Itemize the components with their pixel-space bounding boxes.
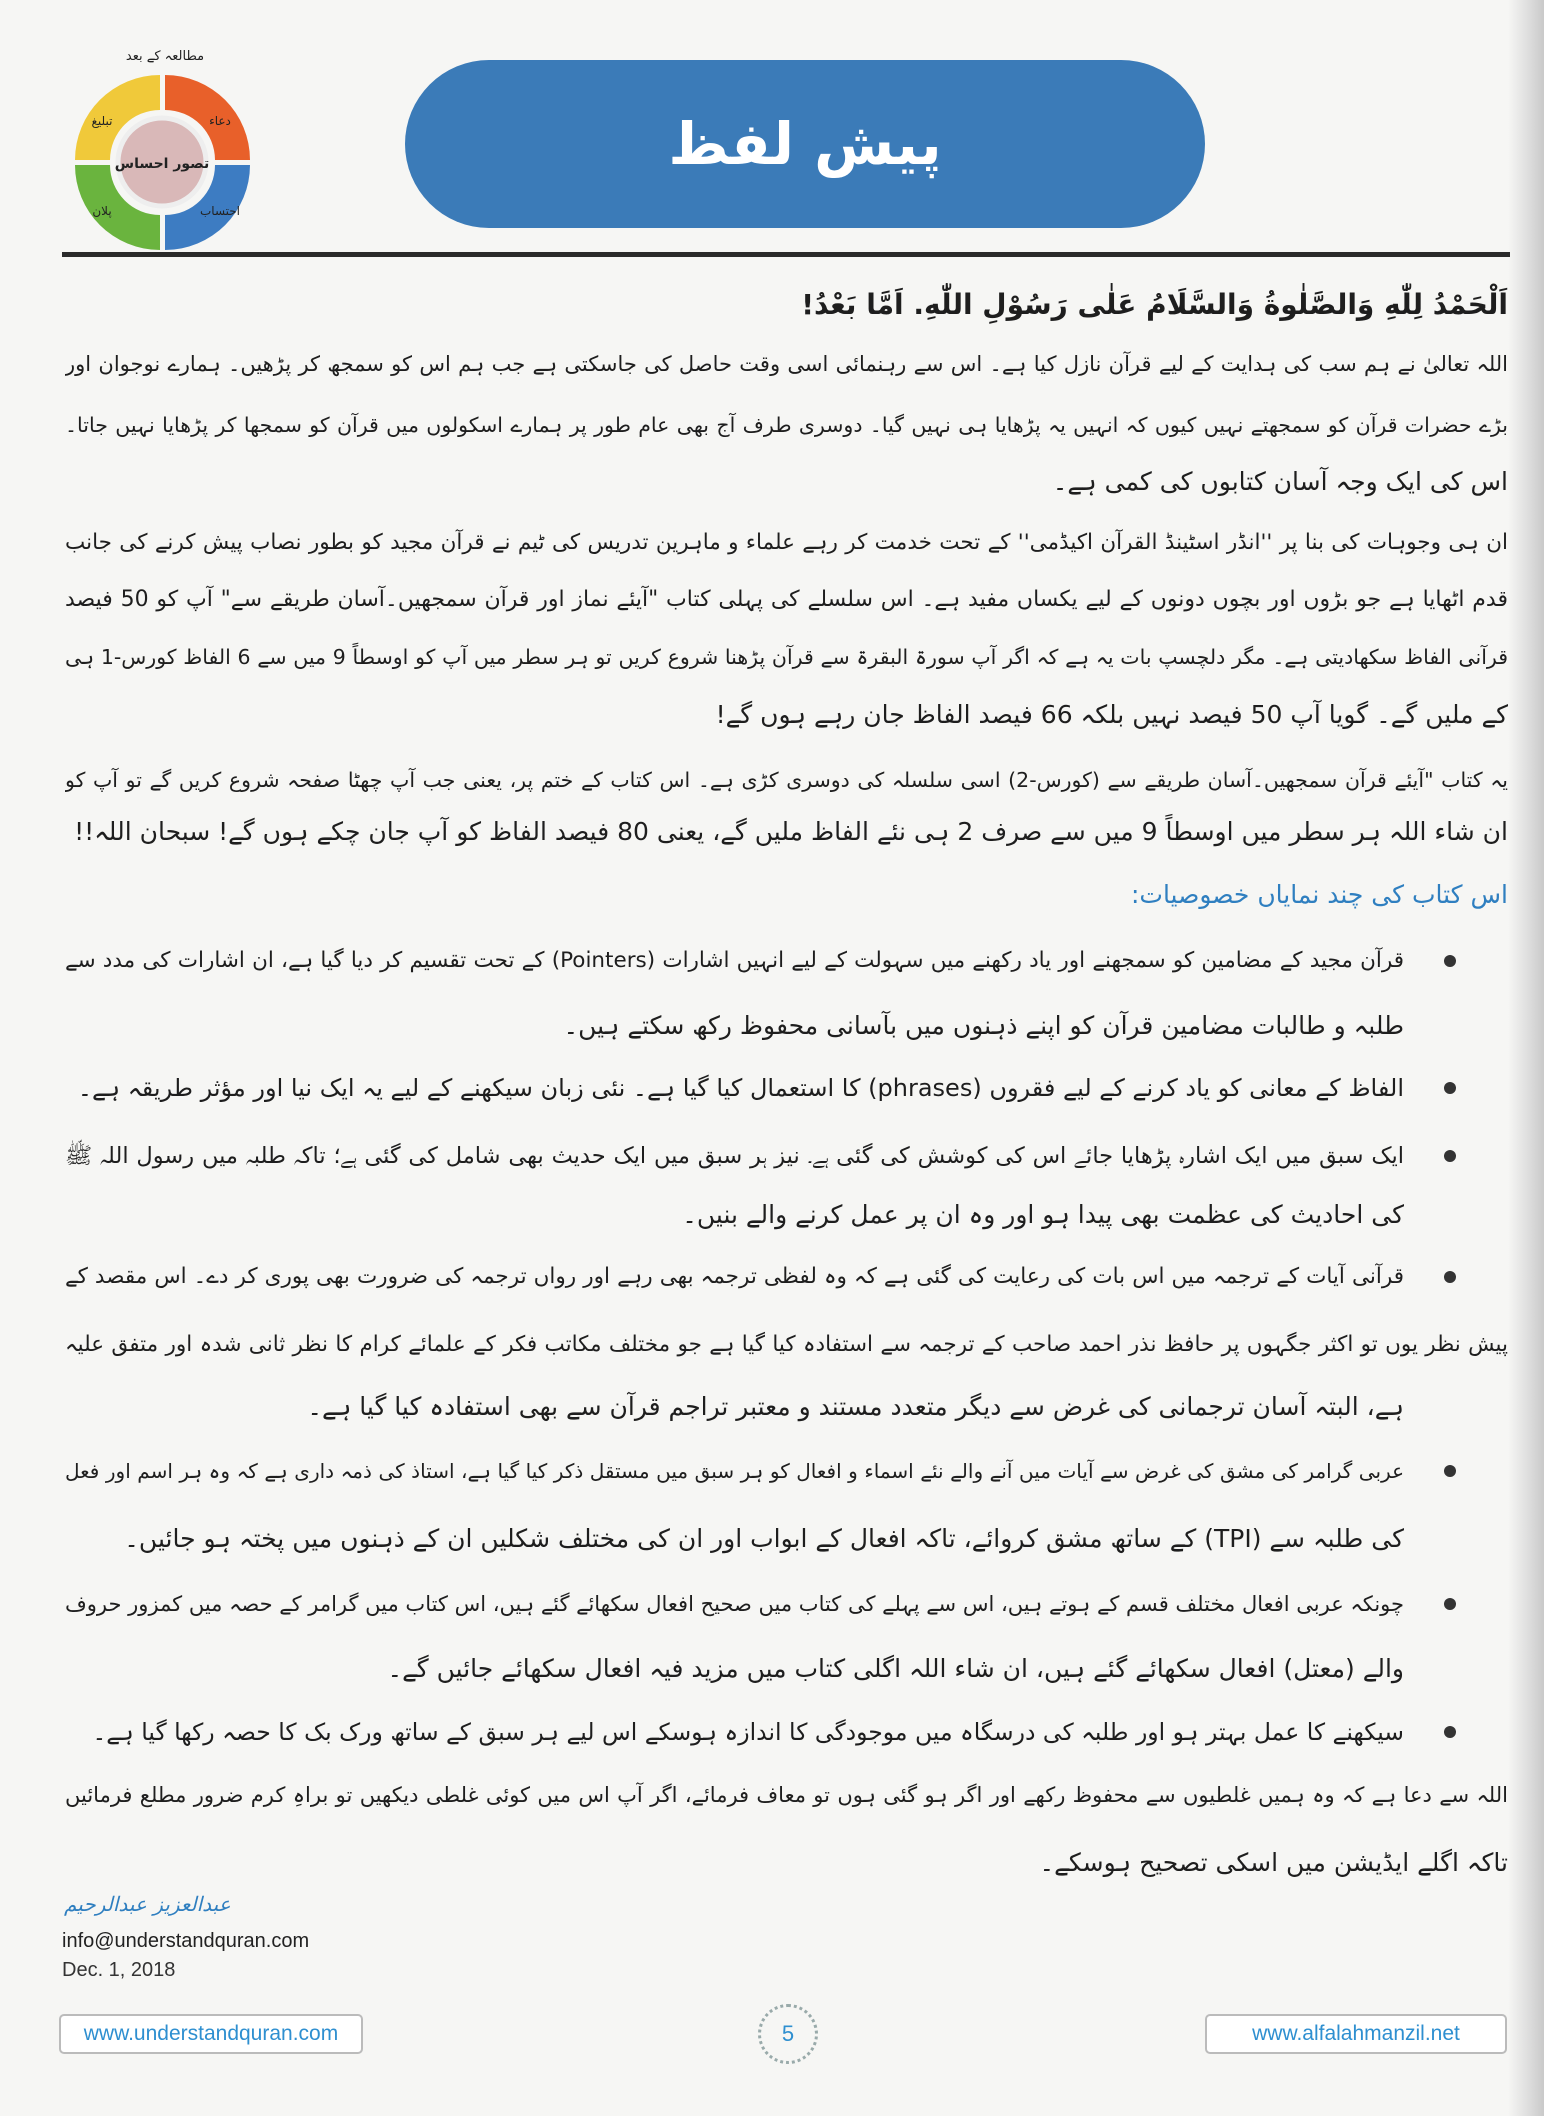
paragraph-line: اس کی ایک وجہ آسان کتابوں کی کمی ہے۔	[1052, 467, 1508, 496]
bullet-icon	[1444, 1082, 1456, 1094]
paragraph-line: بڑے حضرات قرآن کو سمجھتے نہیں کیوں کہ انہیں یہ پڑھایا ہی نہیں گیا۔ دوسری طرف آج بھی عام طور پر ہمارے اسکولوں میں قرآن کو سمجھا کر پڑھایا نہیں جاتا۔	[65, 413, 1508, 437]
feature-line: قرآنی آیات کے ترجمہ میں اس بات کی رعایت کی گئی ہے کہ وہ لفظی ترجمہ بھی رہے اور رواں ترجمہ کی ضرورت بھی پوری کر دے۔ اس مقصد کے	[65, 1264, 1404, 1289]
feature-line: قرآن مجید کے مضامین کو سمجھنے اور یاد رکھنے میں سہولت کے لیے انہیں اشارات (Pointers) کے تحت تقسیم کر دیا گیا ہے، ان اشارات کی مدد سے	[65, 948, 1404, 973]
features-heading: اس کتاب کی چند نمایاں خصوصیات:	[1130, 880, 1508, 909]
page-title: پیش لفظ	[668, 110, 942, 178]
feature-line: پیش نظر یوں تو اکثر جگہوں پر حافظ نذر احمد صاحب کے ترجمہ سے استفادہ کیا گیا ہے جو مختلف مکاتب فکر کے علمائے کرام کا نظر ثانی شدہ اور متفق علیہ	[65, 1332, 1508, 1357]
paragraph-line: قرآنی الفاظ سکھادیتی ہے۔ مگر دلچسپ بات یہ ہے کہ اگر آپ سورۃ البقرۃ سے قرآن پڑھنا شروع کریں تو ہر سطر میں آپ کو اوسطاً 9 میں سے 6 الفاظ کورس-1 ہی	[65, 645, 1508, 669]
logo-label-dua: دعاء	[209, 114, 231, 128]
feature-line: الفاظ کے معانی کو یاد کرنے کے لیے فقروں (phrases) کا استعمال کیا گیا ہے۔ نئی زبان سیکھنے کے لیے یہ ایک نیا اور مؤثر طریقہ ہے۔	[77, 1074, 1404, 1102]
feature-line: والے (معتل) افعال سکھائے گئے ہیں، ان شاء اللہ اگلی کتاب میں مزید فیہ افعال سکھائے جائیں گے۔	[387, 1654, 1404, 1683]
bullet-icon	[1444, 1271, 1456, 1283]
logo-caption: مطالعہ کے بعد	[125, 49, 205, 64]
page-number: 5	[758, 2004, 818, 2064]
link-alfalahmanzil[interactable]: www.alfalahmanzil.net	[1205, 2014, 1507, 2054]
feature-line: چونکہ عربی افعال مختلف قسم کے ہوتے ہیں، اس سے پہلے کی کتاب میں صحیح افعال سکھائے گئے ہیں، اس کتاب میں گرامر کے حصہ میں کمزور حروف	[65, 1592, 1404, 1616]
paragraph-line: کے ملیں گے۔ گویا آپ 50 فیصد نہیں بلکہ 66 فیصد الفاظ جان رہے ہوں گے!	[715, 700, 1508, 729]
paragraph-line: ان ہی وجوہات کی بنا پر ''انڈر اسٹینڈ القرآن اکیڈمی'' کے تحت خدمت کر رہے علماء و ماہرین تدریس کی ٹیم نے قرآن مجید کو بطور نصاب پیش کرنے کی جانب	[65, 530, 1508, 555]
bullet-icon	[1444, 1726, 1456, 1738]
paragraph-line: اللہ تعالیٰ نے ہم سب کی ہدایت کے لیے قرآن نازل کیا ہے۔ اس سے رہنمائی اسی وقت حاصل کی جاسکتی ہے جب ہم اس کو سمجھ کر پڑھیں۔ ہمارے نوجوان اور	[65, 352, 1508, 376]
feature-line: کی طلبہ سے (TPI) کے ساتھ مشق کروائے، تاکہ افعال کے ابواب اور ان کی مختلف شکلیں ان کے ذہنوں میں پختہ ہو جائیں۔	[124, 1524, 1404, 1553]
link-understandquran[interactable]: www.understandquran.com	[59, 2014, 363, 2054]
author-email: info@understandquran.com	[62, 1930, 310, 1952]
feature-line: کی احادیث کی عظمت بھی پیدا ہو اور وہ ان پر عمل کرنے والے بنیں۔	[682, 1200, 1404, 1229]
opening-invocation: اَلْحَمْدُ لِلّٰهِ وَالصَّلٰوةُ وَالسَّلَامُ عَلٰى رَسُوْلِ اللّٰهِ. اَمَّا بَعْدُ!	[801, 288, 1508, 321]
logo-label-tabligh: تبلیغ	[91, 114, 113, 128]
logo-label-ehtisab: احتساب	[199, 204, 241, 218]
page-title-banner	[405, 60, 1205, 228]
feature-line: ہے، البتہ آسان ترجمانی کی غرض سے دیگر متعدد مستند و معتبر تراجم قرآن سے بھی استفادہ کیا گیا ہے۔	[307, 1392, 1404, 1421]
logo-center-label: تصور احساس	[114, 156, 210, 172]
logo-wheel	[70, 40, 260, 255]
feature-line: عربی گرامر کی مشق کی غرض سے آیات میں آنے والے نئے اسماء و افعال کو ہر سبق میں مستقل ذکر کیا گیا ہے، استاذ کی ذمہ داری ہے کہ وہ ہر اسم اور فعل	[65, 1459, 1404, 1483]
bullet-icon	[1444, 955, 1456, 967]
bullet-icon	[1444, 1150, 1456, 1162]
feature-line: طلبہ و طالبات مضامین قرآن کو اپنے ذہنوں میں بآسانی محفوظ رکھ سکتے ہیں۔	[563, 1011, 1404, 1040]
scan-shadow	[1508, 0, 1544, 2116]
author-signature: عبدالعزیز عبدالرحیم	[64, 1892, 231, 1916]
date: Dec. 1, 2018	[62, 1959, 176, 1981]
bullet-icon	[1444, 1598, 1456, 1610]
closing-line: تاکہ اگلے ایڈیشن میں اسکی تصحیح ہوسکے۔	[1039, 1848, 1508, 1877]
paragraph-line: قدم اٹھایا ہے جو بڑوں اور بچوں دونوں کے لیے یکساں مفید ہے۔ اس سلسلے کی پہلی کتاب "آیئے نماز اور قرآن سمجھیں۔آسان طریقے سے" آپ کو 50 فیصد	[65, 587, 1508, 612]
logo-label-plan: پلان	[92, 204, 112, 218]
closing-line: اللہ سے دعا ہے کہ وہ ہمیں غلطیوں سے محفوظ رکھے اور اگر ہو گئی ہوں تو معاف فرمائے، اگر آپ اس میں کوئی غلطی دیکھیں تو براہِ کرم ضرور مطلع فرمائیں	[65, 1783, 1508, 1807]
bullet-icon	[1444, 1465, 1456, 1477]
header-divider	[62, 252, 1510, 257]
paragraph-line: ان شاء اللہ ہر سطر میں اوسطاً 9 میں سے صرف 2 ہی نئے الفاظ ملیں گے، یعنی 80 فیصد الفاظ کو آپ جان چکے ہوں گے! سبحان اللہ!!	[74, 817, 1508, 846]
feature-line: سیکھنے کا عمل بہتر ہو اور طلبہ کی درسگاہ میں موجودگی کا اندازہ ہوسکے اس لیے ہر سبق کے ساتھ ورک بک کا حصہ رکھا گیا ہے۔	[92, 1718, 1404, 1746]
paragraph-line: یہ کتاب "آیئے قرآن سمجھیں۔آسان طریقے سے (کورس-2) اسی سلسلہ کی دوسری کڑی ہے۔ اس کتاب کے ختم پر، یعنی جب آپ چھٹا صفحہ شروع کریں گے تو آپ کو	[65, 768, 1508, 792]
feature-line: ایک سبق میں ایک اشارہ پڑھایا جائے اس کی کوشش کی گئی ہے۔ نیز ہر سبق میں ایک حدیث بھی شامل کی گئی ہے؛ تاکہ طلبہ میں رسول اللہ ﷺ	[65, 1143, 1404, 1169]
